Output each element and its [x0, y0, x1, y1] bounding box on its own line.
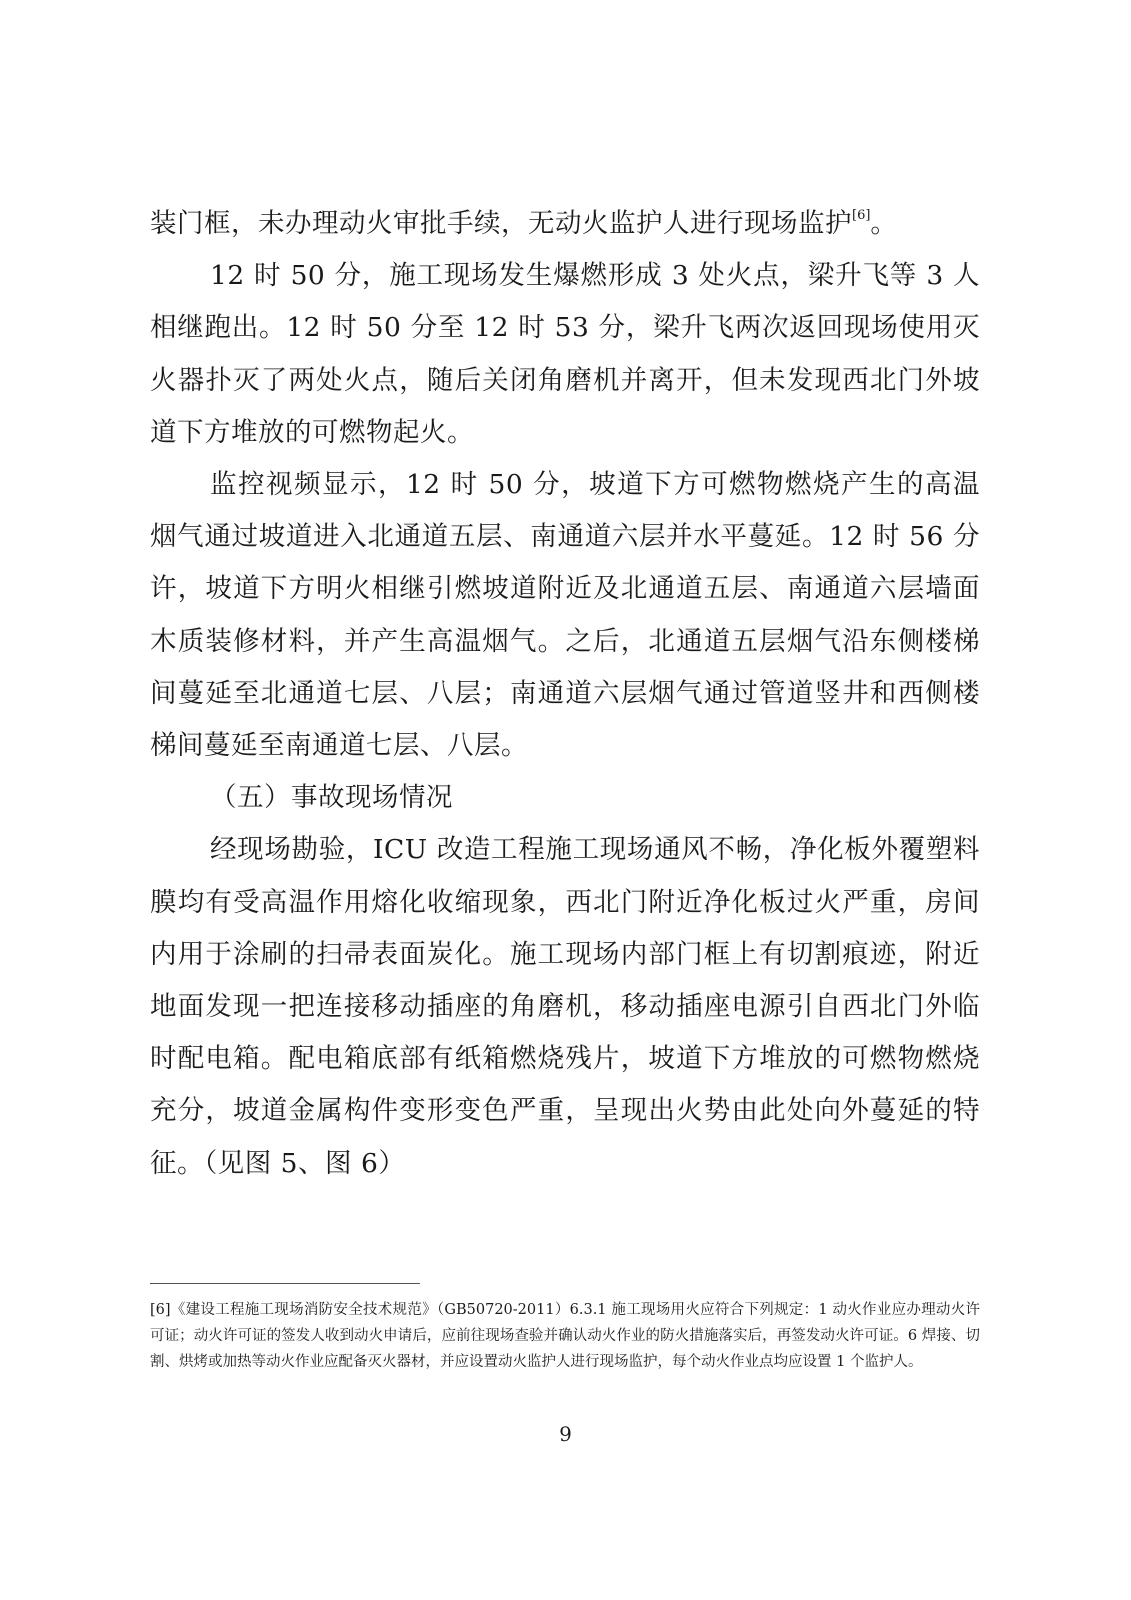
body-text: [150, 198, 980, 1190]
page-number: 9: [559, 1422, 572, 1446]
paragraph: 监控视频显示，12 时 50 分，坡道下方可燃物燃烧产生的高温烟气通过坡道进入北通道五层、南通道六层并水平蔓延。12 时 56 分许，坡道下方明火相继引燃坡道附近及北通道五层、南通道六层墙面木质装修材料，并产生高温烟气。之后，北通道五层烟气沿东侧楼梯间蔓延至北通道七层、八层；南通道六层烟气通过管道竖井和西侧楼梯间蔓延至南通道七层、八层。: [150, 469, 980, 762]
section-heading: （五）事故现场情况: [210, 782, 453, 814]
paragraph: 经现场勘验，ICU 改造工程施工现场通风不畅，净化板外覆塑料膜均有受高温作用熔化收缩现象，西北门附近净化板过火严重，房间内用于涂刷的扫帚表面炭化。施工现场内部门框上有切割痕迹，附近地面发现一把连接移动插座的角磨机，移动插座电源引自西北门外临时配电箱。配电箱底部有纸箱燃烧残片，坡道下方堆放的可燃物燃烧充分，坡道金属构件变形变色严重，呈现出火势由此处向外蔓延的特征。（见图 5、图 6）: [150, 834, 980, 1179]
footnote-reference[interactable]: [6]: [852, 208, 871, 223]
paragraph-text: 装门框，未办理动火审批手续，无动火监护人进行现场监护: [150, 208, 852, 239]
footnote: [6]《建设工程施工现场消防安全技术规范》（GB50720-2011）6.3.1 施工现场用火应符合下列规定：1 动火作业应办理动火许可证；动火许可证的签发人收到动火申请后，应前往现场查验并确认动火作业的防火措施落实后，再签发动火许可证。6 焊接、切割、烘烤或加热等动火作业应配备灭火器材，并应设置动火监护人进行现场监护，每个动火作业点均应设置 1 个监护人。: [150, 1302, 980, 1370]
paragraph: 12 时 50 分，施工现场发生爆燃形成 3 处火点，梁升飞等 3 人相继跑出。12 时 50 分至 12 时 53 分，梁升飞两次返回现场使用灭火器扑灭了两处火点，随后关闭角磨机并离开，但未发现西北门外坡道下方堆放的可燃物起火。: [150, 260, 980, 448]
paragraph-continuation: [150, 198, 980, 250]
footnote-divider: [150, 1283, 420, 1284]
paragraph-tail: 。: [870, 208, 898, 239]
